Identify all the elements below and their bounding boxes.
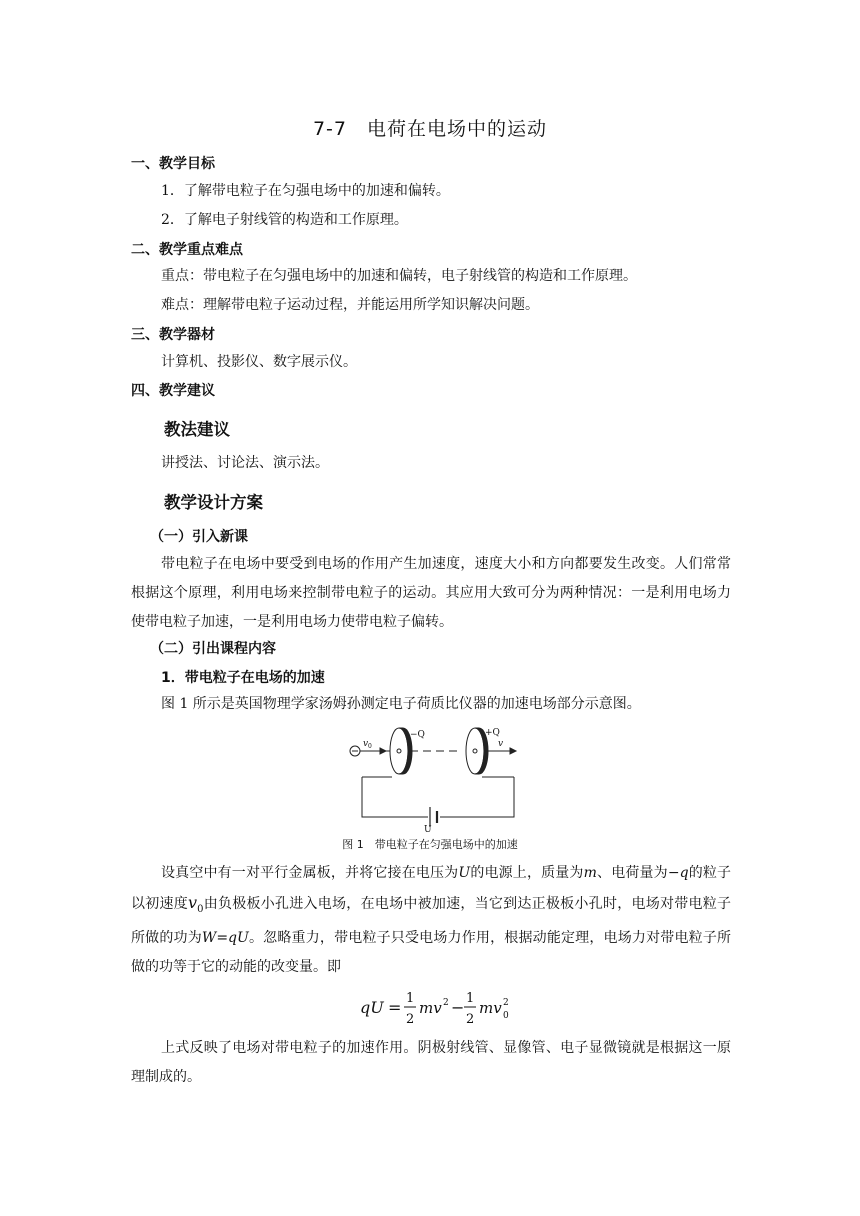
heading-content: （二）引出课程内容 (150, 641, 276, 657)
label-v: v (498, 739, 504, 749)
figure-1-diagram (340, 722, 530, 834)
objective-2: 2．了解电子射线管的构造和工作原理。 (161, 212, 408, 228)
derivation-paragraph: 设真空中有一对平行金属板，并将它接在电压为U的电源上，质量为m、电荷量为−q的粒子以初速度$v_0$由负极板小孔进入电场，在电场中被加速，当它到达正极板小孔时，电场对带电粒子所做的功为W=qU。忽略重力，带电粒子只受电场力作用，根据动能定理，电场力对带电粒子所做的功等于它的动能的改变量。即 (131, 865, 732, 975)
heading-objectives: 一、教学目标 (131, 156, 215, 172)
label-v0: v (363, 739, 369, 749)
svg-text:2: 2 (443, 998, 449, 1008)
svg-text:qU: qU (360, 998, 384, 1017)
figure-intro-text: 图 1 所示是英国物理学家汤姆孙测定电子荷质比仪器的加速电场部分示意图。 (161, 696, 641, 712)
arrow-v0-icon (380, 748, 386, 754)
heading-intro: （一）引入新课 (150, 529, 248, 545)
heading-teaching-method: 教法建议 (164, 420, 230, 439)
svg-text:2: 2 (406, 1012, 415, 1027)
label-plus-q: +Q (485, 728, 500, 738)
svg-text:−: − (451, 998, 465, 1017)
key-point-text: 重点：带电粒子在匀强电场中的加速和偏转，电子射线管的构造和工作原理。 (161, 268, 637, 284)
label-minus-q: −Q (410, 730, 425, 740)
label-v0-sub: 0 (368, 743, 372, 750)
heading-design-plan: 教学设计方案 (164, 493, 263, 512)
svg-text:2: 2 (466, 1012, 475, 1027)
svg-text:mv: mv (479, 999, 502, 1017)
heading-key-points: 二、教学重点难点 (131, 242, 243, 258)
svg-text:1: 1 (406, 991, 415, 1006)
intro-paragraph: 带电粒子在电场中要受到电场的作用产生加速度，速度大小和方向都要发生改变。人们常常根据这个原理，利用电场来控制带电粒子的运动。其应用大致可分为两种情况：一是利用电场力使带电粒子加速，一是利用电场力使带电粒子偏转。 (131, 556, 731, 630)
heading-acceleration: 1．带电粒子在电场的加速 (161, 670, 325, 686)
difficulty-text: 难点：理解带电粒子运动过程，并能运用所学知识解决问题。 (161, 297, 539, 313)
kinetic-energy-equation (354, 985, 514, 1029)
page-title: 7-7 电荷在电场中的运动 (312, 118, 548, 140)
circuit-wire-left (362, 777, 428, 817)
arrow-v-icon (510, 748, 516, 754)
svg-text:=: = (388, 998, 402, 1017)
heading-equipment: 三、教学器材 (131, 327, 215, 343)
svg-text:0: 0 (503, 1011, 509, 1021)
conclusion-paragraph: 上式反映了电场对带电粒子的加速作用。阴极射线管、显像管、电子显微镜就是根据这一原理制成的。 (131, 1040, 731, 1085)
figure-1-caption: 图 1 带电粒子在匀强电场中的加速 (342, 838, 518, 851)
equipment-text: 计算机、投影仪、数字展示仪。 (161, 354, 357, 370)
objective-1: 1．了解带电粒子在匀强电场中的加速和偏转。 (161, 183, 450, 199)
svg-text:2: 2 (503, 998, 509, 1008)
label-u: U (424, 825, 432, 834)
circuit-wire-right (440, 777, 514, 817)
teaching-method-text: 讲授法、讨论法、演示法。 (161, 455, 329, 471)
svg-text:1: 1 (466, 991, 475, 1006)
svg-text:mv: mv (419, 999, 442, 1017)
heading-suggestions: 四、教学建议 (131, 383, 215, 399)
